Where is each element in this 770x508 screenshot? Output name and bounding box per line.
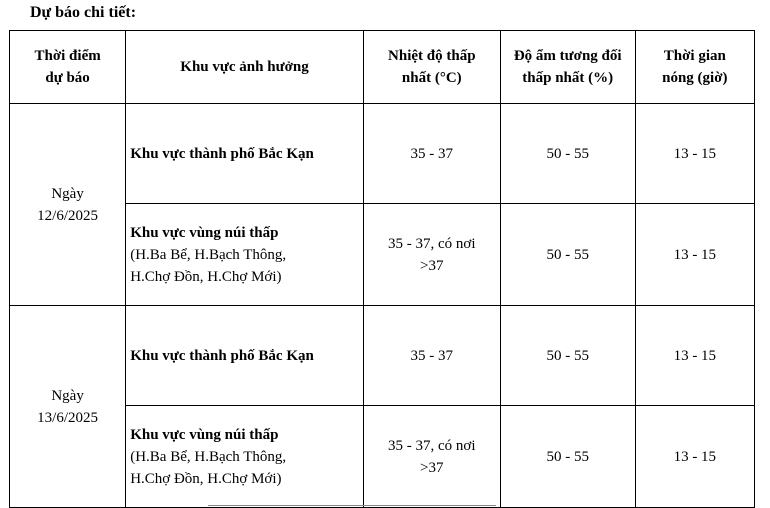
- temperature-value: 35 - 37: [410, 347, 454, 364]
- temperature-cell: [363, 204, 500, 306]
- header-line: Nhiệt độ thấp: [388, 48, 476, 64]
- humidity-cell: [500, 306, 635, 406]
- hours-value: 13 - 15: [673, 246, 717, 263]
- header-line: Khu vực ảnh hưởng: [180, 59, 309, 75]
- humidity-cell: [500, 204, 635, 306]
- temperature-value: >37: [420, 257, 444, 274]
- humidity-value: 50 - 55: [546, 246, 589, 263]
- header-line: dự báo: [45, 70, 90, 86]
- table-row: [10, 306, 755, 406]
- hours-cell: [635, 204, 754, 306]
- area-cell: [126, 204, 364, 306]
- header-affected-area: [126, 31, 364, 104]
- hours-cell: [635, 406, 754, 508]
- header-forecast-time: [10, 31, 126, 104]
- temperature-value: >37: [420, 459, 444, 476]
- temperature-value: 35 - 37, có nơi: [388, 437, 476, 454]
- hours-value: 13 - 15: [673, 145, 717, 162]
- hours-cell: [635, 104, 754, 204]
- divider: [208, 505, 496, 506]
- humidity-cell: [500, 104, 635, 204]
- area-detail: (H.Ba Bể, H.Bạch Thông,: [130, 246, 287, 263]
- hours-value: 13 - 15: [673, 448, 717, 465]
- forecast-date-cell: [10, 104, 126, 306]
- table-row: [10, 104, 755, 204]
- area-cell: [126, 406, 364, 508]
- date-value: 13/6/2025: [37, 409, 99, 426]
- header-hot-duration: [635, 31, 754, 104]
- area-cell: [126, 104, 364, 204]
- humidity-cell: [500, 406, 635, 508]
- area-detail: H.Chợ Đồn, H.Chợ Mới): [130, 268, 282, 285]
- hours-cell: [635, 306, 754, 406]
- humidity-value: 50 - 55: [546, 347, 589, 364]
- temperature-cell: [363, 104, 500, 204]
- header-line: Độ ẩm tương đối: [513, 48, 622, 64]
- area-title: Khu vực thành phố Bắc Kạn: [130, 347, 314, 364]
- temperature-value: 35 - 37, có nơi: [388, 235, 476, 252]
- header-min-temperature: [363, 31, 500, 104]
- area-cell: [126, 306, 364, 406]
- area-detail: (H.Ba Bể, H.Bạch Thông,: [130, 448, 287, 465]
- temperature-cell: [363, 306, 500, 406]
- date-label: Ngày: [51, 185, 84, 202]
- temperature-cell: [363, 406, 500, 508]
- header-min-humidity: [500, 31, 635, 104]
- area-detail: H.Chợ Đồn, H.Chợ Mới): [130, 470, 282, 487]
- area-title: Khu vực vùng núi thấp: [130, 426, 279, 443]
- table-header-row: [10, 31, 755, 104]
- date-label: Ngày: [51, 387, 84, 404]
- area-title: Khu vực thành phố Bắc Kạn: [130, 145, 314, 162]
- date-value: 12/6/2025: [37, 207, 99, 224]
- forecast-table: [9, 30, 755, 508]
- header-line: Thời gian: [663, 48, 726, 64]
- forecast-date-cell: [10, 306, 126, 508]
- header-line: nóng (giờ): [662, 70, 728, 86]
- hours-value: 13 - 15: [673, 347, 717, 364]
- area-title: Khu vực vùng núi thấp: [130, 224, 279, 241]
- header-line: Thời điểm: [34, 48, 101, 64]
- header-line: nhất (°C): [401, 70, 462, 86]
- header-line: thấp nhất (%): [522, 70, 614, 86]
- section-heading: Dự báo chi tiết:: [30, 4, 137, 21]
- humidity-value: 50 - 55: [546, 145, 589, 162]
- humidity-value: 50 - 55: [546, 448, 589, 465]
- temperature-value: 35 - 37: [410, 145, 454, 162]
